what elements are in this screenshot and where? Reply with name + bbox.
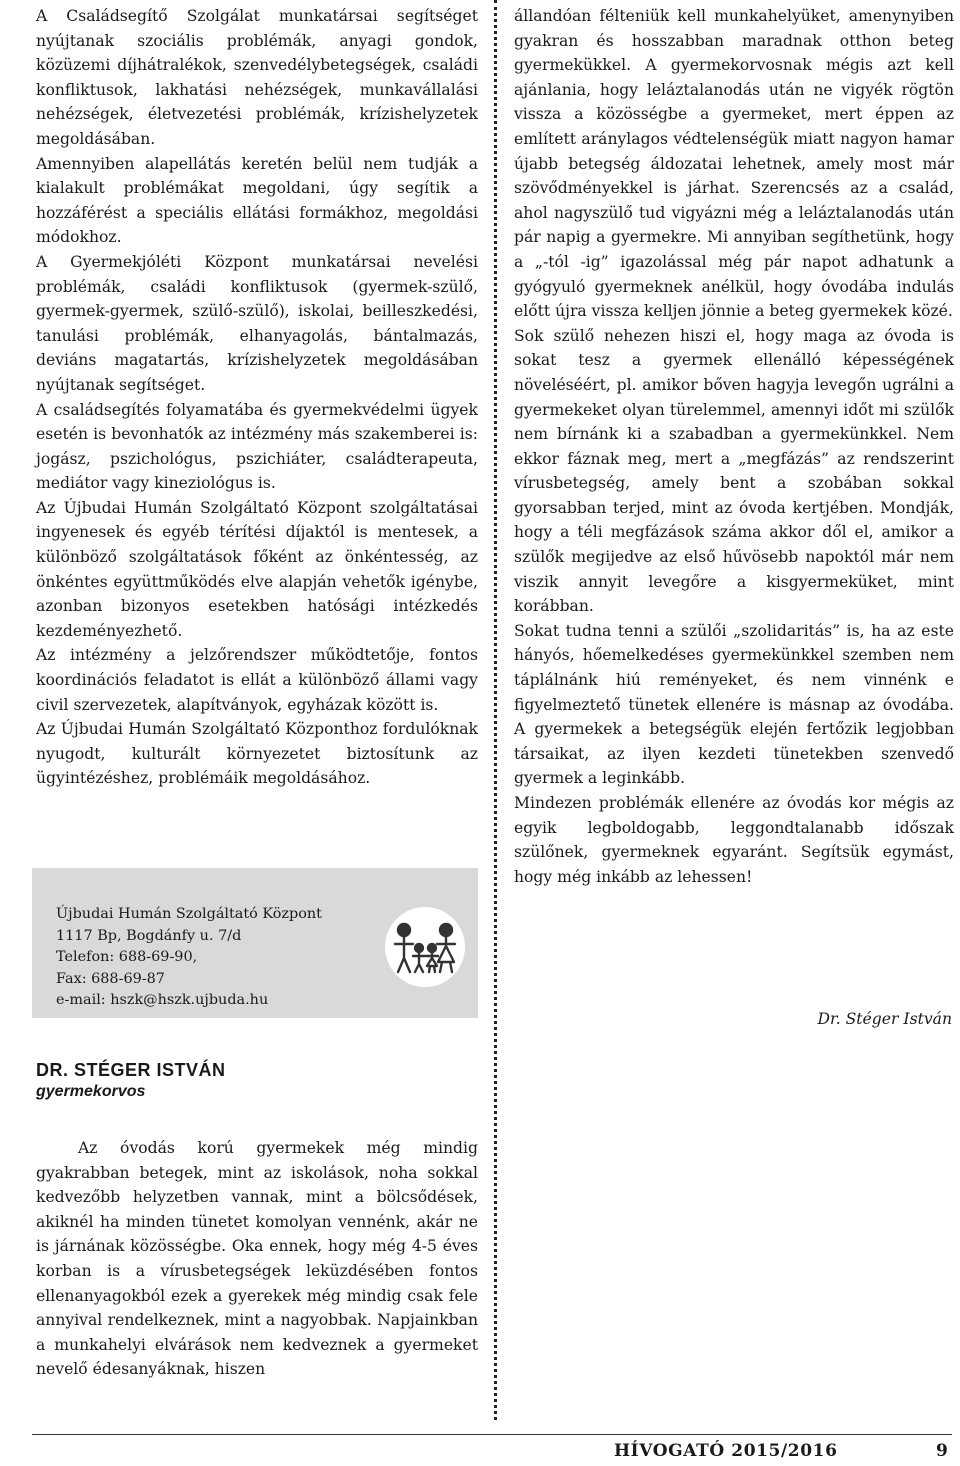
contact-email: e-mail: hszk@hszk.ujbuda.hu: [56, 992, 269, 1008]
paragraph: Az óvodás korú gyermekek még mindig gyakrabban betegek, mint az iskolások, noha sokkal kedvezőbb helyzetben vannak, mint a bölcsődések, akiknél ha minden tünetet komolyan vennénk, akár ne is járnának közösségbe. Oka ennek, hogy még 4-5 éves korban is a vírusbetegségek leküzdésében fontos ellenanyagokból ezek a gyerekek még mindig csak fele annyival rendelkeznek, mint a nagyobbak. Napjainkban a munkahelyi elvárások nem kedveznek a gyermeket nevelő édesanyáknak, hiszen: [36, 1139, 478, 1379]
footer-rule: [32, 1434, 952, 1435]
paragraph: Az Újbudai Humán Szolgáltató Központhoz fordulóknak nyugodt, kulturált környezetet biztosítunk az ügyintézéshez, problémáik megoldásához.: [36, 720, 478, 788]
left-column-text: [36, 4, 478, 791]
contact-phone: Telefon: 688-69-90,: [56, 949, 198, 965]
author-block: [36, 1060, 226, 1101]
paragraph: Az intézmény a jelzőrendszer működtetője, fontos koordinációs feladatot is ellát a különböző állami vagy civil szervezetek, alapítványok, egyházak között is.: [36, 646, 478, 714]
paragraph: Mindezen problémák ellenére az óvodás kor mégis az egyik legboldogabb, leggondtalanabb időszak szülőnek, gyermeknek egyaránt. Segítsük egymást, hogy még inkább az lehessen!: [514, 794, 954, 886]
contact-address: 1117 Bp, Bogdánfy u. 7/d: [56, 927, 242, 944]
signature: Dr. Stéger István: [817, 1010, 952, 1028]
paragraph: A családsegítés folyamatába és gyermekvédelmi ügyek esetén is bevonhatók az intézmény más szakemberei is: jogász, pszichológus, pszichiáter, családterapeuta, mediátor vagy kineziológus is.: [36, 400, 478, 493]
author-name: DR. STÉGER ISTVÁN: [36, 1060, 226, 1080]
author-role: gyermekorvos: [36, 1083, 146, 1100]
paragraph: állandóan félteniük kell munkahelyüket, amenynyiben gyakran és hosszabban maradnak otthon beteg gyermekükkel. A gyermekorvosnak mégis azt kell ajánlania, hogy leláztalanodás után ne vigyék rögtön vissza a közösségbe a gyermeket, mert éppen az említett aránylagos védtelenségük miatt nagyon hamar újabb betegség áldozatai lehetnek, amely most már szövődményekkel is járhat. Szerencsés az a család, ahol nagyszülő tud vigyázni még a leláztalanodás után pár napig a gyermekre. Mi annyiban segíthetünk, hogy a „-tól -ig” igazolással még pár napot adhatunk a gyógyuló gyermeknek anélkül, hogy óvodába indulás előtt újra vissza kellјen jönnie a beteg gyermekek közé.: [514, 7, 954, 321]
contact-org: Újbudai Humán Szolgáltató Központ: [56, 906, 322, 922]
family-logo-icon: [384, 906, 466, 988]
paragraph: Sokat tudna tenni a szülői „szolidaritás” is, ha az este hányós, hőemelkedéses gyermekünkkel szemben nem táplálnánk hiú reményeket, és nem vinnénk e figyelmeztető tünetek ellenére is másnap az óvodába. A gyermekek a betegségük elején fertőzik legjobban társaikat, az ilyen kezdeti tünetekben szenvedő gyermek a leginkább.: [514, 621, 954, 788]
footer-publication: HÍVOGATÓ 2015/2016: [614, 1441, 838, 1461]
contact-fax: Fax: 688-69-87: [56, 970, 165, 987]
right-column-text: [514, 4, 954, 889]
paragraph: Sok szülő nehezen hiszi el, hogy maga az óvoda is sokat tesz a gyermek ellenálló képességének növeléséért, pl. amikor bőven hagyja levegőn ugrálni a gyermekeket olyan türelemmel, amennyi időt mi szülők nem bírnánk ki a szabadban a gyermekünkkel. Nem ekkor fáznak meg, mert a „megfázás” az rendszerint vírusbetegség, amely bent a szobában sokkal gyorsabban terjed, mint az óvoda kertjében. Mondják, hogy a téli megfázások száma akkor dől el, amikor a szülők megijedve az első hűvösebb napoktól már nem viszik annyit levegőre a kisgyermeküket, mint korábban.: [514, 326, 954, 616]
paragraph: Az Újbudai Humán Szolgáltató Központ szolgáltatásai ingyenesek és egyéb térítési díjaktól is mentesek, a különböző szolgáltatások főként az önkéntesség, az önkéntes együttműködés elve alapján vehetők igénybe, azonban bizonyos esetekben hatósági intézkedés kezdeményezhető.: [36, 498, 478, 640]
paragraph: A Családsegítő Szolgálat munkatársai segítséget nyújtanak szociális problémák, anyagi gondok, közüzemi díjhátralékok, szenvedélybetegségek, családi konfliktusok, lakhatási nehézségek, munkavállalási nehézségek, életvezetési problémák, krízishelyzetek megoldásában.: [36, 7, 478, 148]
paragraph: A Gyermekjóléti Központ munkatársai nevelési problémák, családi konfliktusok (gyermek-szülő, gyermek-gyermek, szülő-szülő), iskolai, beilleszkedési, tanulási problémák, elhanyagolás, bántalmazás, deviáns magatartás, krízishelyzetek megoldásában nyújtanak segítséget.: [36, 252, 478, 394]
page-number: 9: [936, 1441, 948, 1461]
contact-box: [32, 868, 478, 1018]
bottom-article-text: [36, 1136, 478, 1382]
column-divider: [494, 0, 497, 1420]
contact-details: [56, 904, 322, 1012]
paragraph: Amennyiben alapellátás keretén belül nem tudják a kialakult problémákat megoldani, úgy segítik a hozzáférést a speciális ellátási formákhoz, megoldási módokhoz.: [36, 154, 478, 247]
